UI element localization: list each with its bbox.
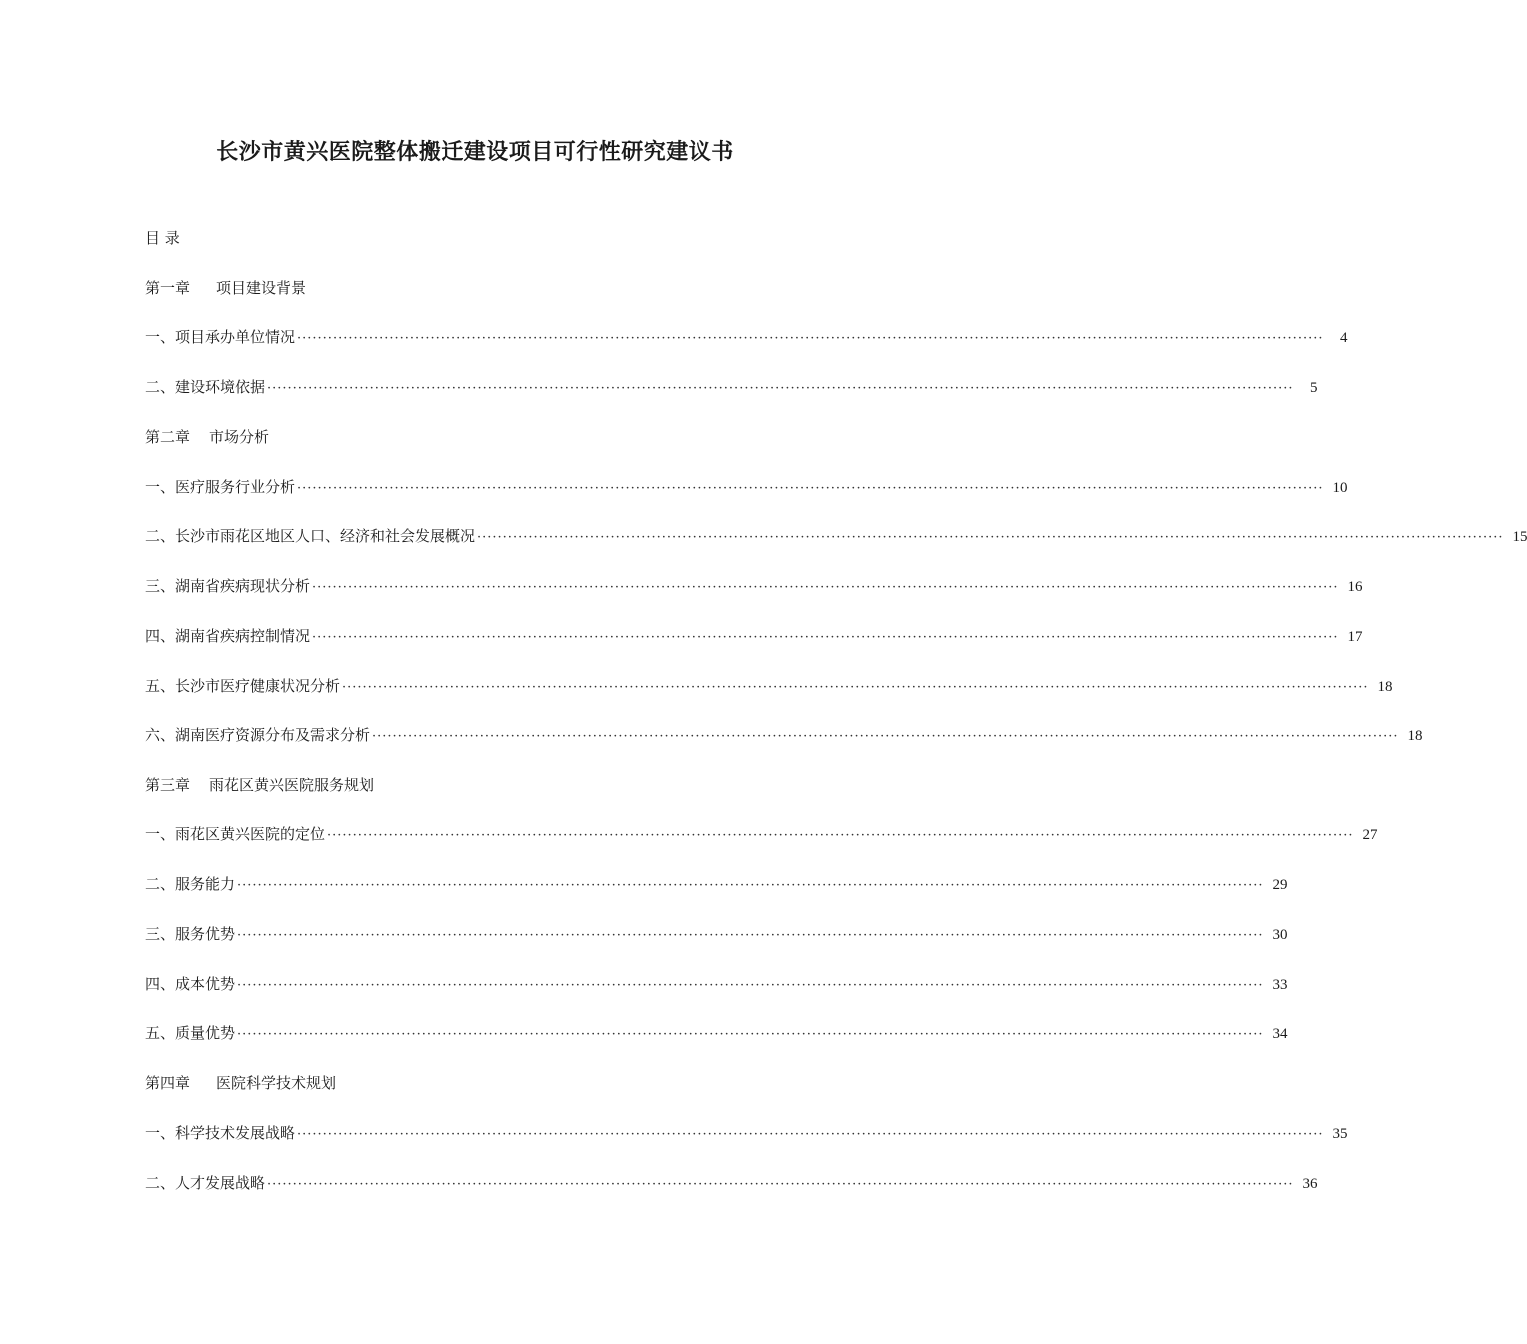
toc-entry-label: 二、建设环境依据 (145, 378, 266, 396)
dot-leader: ········································································································································································································ (342, 680, 1369, 695)
chapter-number: 第一章 (145, 279, 191, 297)
toc-entry[interactable] (145, 476, 1348, 498)
toc-entry-label: 二、服务能力 (145, 875, 236, 893)
dot-leader: ········································································································································································································ (297, 331, 1324, 346)
dot-leader: ········································································································································································································ (312, 580, 1339, 595)
toc-entry[interactable] (145, 823, 1378, 845)
chapter-number: 第四章 (145, 1074, 191, 1092)
dot-leader: ········································································································································································································ (477, 530, 1504, 545)
toc-entry-label: 四、湖南省疾病控制情况 (145, 627, 311, 645)
toc-entry[interactable] (145, 973, 1288, 995)
toc-entry[interactable] (145, 376, 1318, 398)
toc-entry-page: 16 (1347, 579, 1363, 595)
dot-leader: ········································································································································································································ (312, 630, 1339, 645)
toc-entry[interactable] (145, 575, 1363, 597)
toc-entry-page: 36 (1302, 1176, 1318, 1192)
toc-entry[interactable] (145, 1122, 1348, 1144)
chapter-title: 项目建设背景 (216, 279, 307, 297)
toc-entry-page: 34 (1272, 1026, 1288, 1042)
toc-entry-label: 五、质量优势 (145, 1024, 236, 1042)
chapter-heading (145, 426, 269, 448)
toc-entry[interactable] (145, 873, 1288, 895)
chapter-number: 第二章 (145, 428, 191, 446)
document-title: 长沙市黄兴医院整体搬迁建设项目可行性研究建议书 (216, 139, 734, 165)
toc-entry[interactable] (145, 525, 1527, 547)
chapter-title: 医院科学技术规划 (216, 1074, 337, 1092)
chapter-title: 市场分析 (209, 428, 270, 446)
chapter-heading (145, 277, 306, 299)
toc-entry[interactable] (145, 923, 1288, 945)
dot-leader: ········································································································································································································ (327, 828, 1354, 843)
toc-entry-page: 27 (1362, 827, 1378, 843)
toc-entry-label: 五、长沙市医疗健康状况分析 (145, 677, 341, 695)
toc-entry-label: 三、湖南省疾病现状分析 (145, 577, 311, 595)
toc-entry-label: 三、服务优势 (145, 925, 236, 943)
dot-leader: ········································································································································································································ (237, 928, 1264, 943)
toc-entry-label: 一、医疗服务行业分析 (145, 478, 296, 496)
toc-entry-page: 35 (1332, 1126, 1348, 1142)
chapter-title: 雨花区黄兴医院服务规划 (209, 776, 375, 794)
dot-leader: ········································································································································································································ (237, 878, 1264, 893)
toc-entry[interactable] (145, 1022, 1288, 1044)
dot-leader: ········································································································································································································ (267, 381, 1294, 396)
toc-entry-label: 四、成本优势 (145, 975, 236, 993)
toc-heading: 目 录 (145, 229, 180, 247)
toc-entry-label: 二、长沙市雨花区地区人口、经济和社会发展概况 (145, 527, 476, 545)
chapter-heading (145, 1072, 336, 1094)
toc-entry-page: 17 (1347, 629, 1363, 645)
chapter-number: 第三章 (145, 776, 191, 794)
toc-entry-page: 30 (1272, 927, 1288, 943)
toc-entry-label: 一、科学技术发展战略 (145, 1124, 296, 1142)
dot-leader: ········································································································································································································ (372, 729, 1399, 744)
toc-entry-page: 18 (1377, 679, 1393, 695)
toc-entry[interactable] (145, 724, 1423, 746)
toc-entry[interactable] (145, 326, 1348, 348)
chapter-heading (145, 774, 374, 796)
dot-leader: ········································································································································································································ (297, 1127, 1324, 1142)
toc-entry-page: 4 (1339, 330, 1348, 346)
toc-entry-label: 一、雨花区黄兴医院的定位 (145, 825, 326, 843)
toc-entry-page: 5 (1309, 380, 1318, 396)
toc-entry-page: 29 (1272, 877, 1288, 893)
toc-entry[interactable] (145, 675, 1393, 697)
dot-leader: ········································································································································································································ (267, 1177, 1294, 1192)
toc-entry-label: 六、湖南医疗资源分布及需求分析 (145, 726, 371, 744)
toc-entry-page: 33 (1272, 977, 1288, 993)
dot-leader: ········································································································································································································ (237, 978, 1264, 993)
toc-entry-page: 18 (1407, 728, 1423, 744)
toc-entry-label: 一、项目承办单位情况 (145, 328, 296, 346)
toc-entry-label: 二、人才发展战略 (145, 1174, 266, 1192)
dot-leader: ········································································································································································································ (237, 1027, 1264, 1042)
toc-entry-page: 10 (1332, 480, 1348, 496)
toc-entry[interactable] (145, 1172, 1318, 1194)
toc-entry[interactable] (145, 625, 1363, 647)
dot-leader: ········································································································································································································ (297, 481, 1324, 496)
toc-entry-page: 15 (1512, 529, 1527, 545)
